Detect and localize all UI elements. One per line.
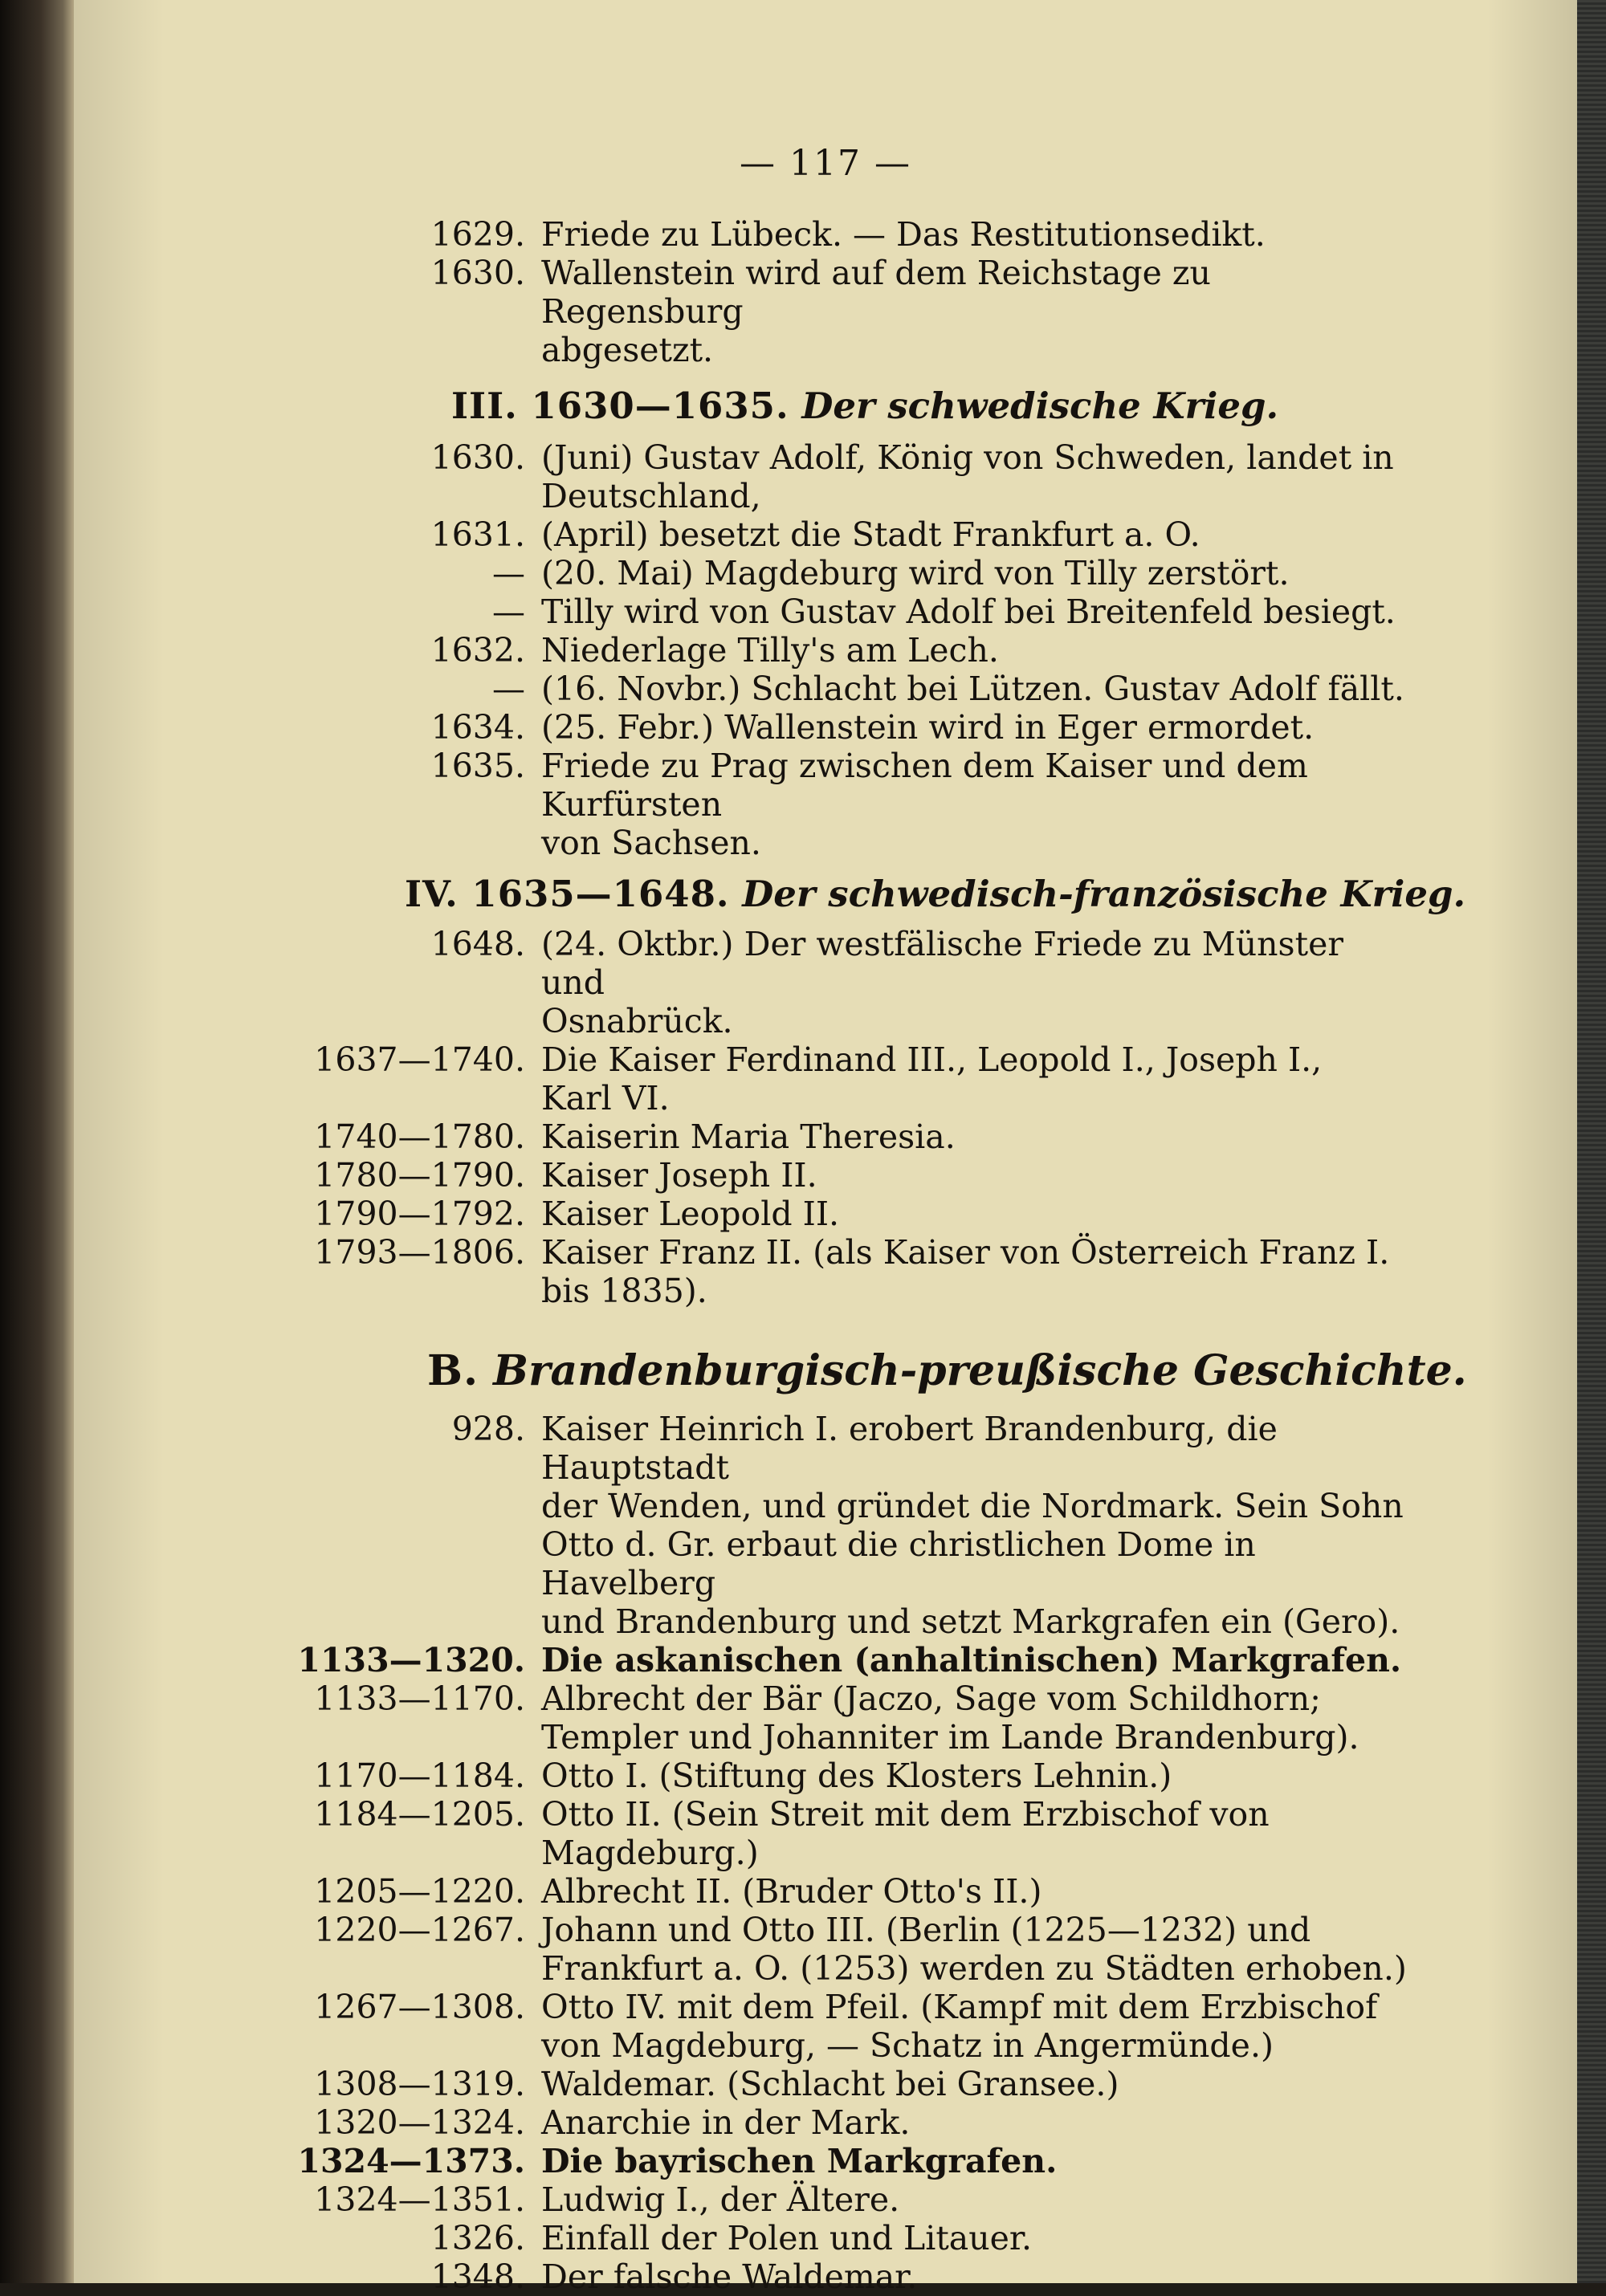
- entry-text: Kaiser Franz II. (als Kaiser von Österreich Franz I. bis 1835).: [541, 1233, 1390, 1310]
- entry-date: 1133—1170.: [314, 1679, 525, 1718]
- entry-text: Einfall der Polen und Litauer.: [541, 2219, 1033, 2257]
- chronology-entry: [218, 1757, 1407, 1795]
- chronology-entry: [218, 708, 1407, 747]
- entry-text: Friede zu Prag zwischen dem Kaiser und dem Kurfürsten von Sachsen.: [541, 747, 1308, 862]
- chronology-entry: [218, 515, 1407, 554]
- entry-text: Niederlage Tilly's am Lech.: [541, 631, 999, 670]
- entry-text: (April) besetzt die Stadt Frankfurt a. O.: [541, 515, 1200, 554]
- entry-date: 1629.: [430, 215, 525, 254]
- entry-text: Albrecht der Bär (Jaczo, Sage vom Schildhorn; Templer und Johanniter im Lande Brandenburg).: [541, 1679, 1359, 1757]
- entry-date: 1133—1320.: [297, 1641, 525, 1679]
- entry-date: 1790—1792.: [314, 1195, 525, 1233]
- chronology-entry: [218, 1156, 1407, 1195]
- entry-date: —: [492, 592, 525, 631]
- entry-text: Die bayrischen Markgrafen.: [541, 2142, 1058, 2180]
- entries-section-iv: [218, 925, 1407, 1310]
- entry-date: 1267—1308.: [314, 1988, 525, 2026]
- chronology-entry: [218, 670, 1407, 708]
- chronology-entry: [218, 2142, 1407, 2180]
- entry-date: 1648.: [430, 925, 525, 963]
- entry-text: Ludwig I., der Ältere.: [541, 2180, 900, 2219]
- entry-text: Kaiser Joseph II.: [541, 1156, 817, 1195]
- entry-date: 1637—1740.: [314, 1040, 525, 1079]
- chronology-entry: [218, 1040, 1407, 1117]
- entry-text: Wallenstein wird auf dem Reichstage zu Regensburg abgesetzt.: [541, 254, 1211, 369]
- section-heading-iv: [405, 873, 1466, 915]
- chronology-entry: [218, 2219, 1407, 2257]
- entry-text: Waldemar. (Schlacht bei Gransee.): [541, 2065, 1119, 2103]
- entry-text: Johann und Otto III. (Berlin (1225—1232) und Frankfurt a. O. (1253) werden zu Städten erhoben.): [541, 1911, 1407, 1988]
- chronology-entry: [218, 438, 1407, 515]
- entry-date: 1308—1319.: [314, 2065, 525, 2103]
- entry-date: 1320—1324.: [314, 2103, 525, 2142]
- page-number: — 117 —: [740, 143, 911, 184]
- entry-date: —: [492, 670, 525, 708]
- book-cover-edge: [1577, 0, 1606, 2283]
- entry-text: Otto I. (Stiftung des Klosters Lehnin.): [541, 1757, 1172, 1795]
- entry-text: Die askanischen (anhaltinischen) Markgrafen.: [541, 1641, 1402, 1679]
- entries-section-b: [218, 1410, 1407, 2296]
- entry-text: Kaiser Heinrich I. erobert Brandenburg, die Hauptstadt der Wenden, und gründet die Nordmark. Sein Sohn Otto d. Gr. erbaut die christlichen Dome in Havelberg und Brandenburg und setzt Markgrafen ein (Gero).: [541, 1410, 1404, 1641]
- section-heading-title: Brandenburgisch-preußische Geschichte.: [493, 1346, 1467, 1395]
- entry-text: (16. Novbr.) Schlacht bei Lützen. Gustav Adolf fällt.: [541, 670, 1404, 708]
- entry-date: 1740—1780.: [314, 1117, 525, 1156]
- chronology-entry: [218, 2103, 1407, 2142]
- entry-text: Friede zu Lübeck. — Das Restitutionsedikt.: [541, 215, 1266, 254]
- page-content: [218, 215, 1467, 2296]
- entry-text: Die Kaiser Ferdinand III., Leopold I., Joseph I., Karl VI.: [541, 1040, 1323, 1117]
- entry-date: 928.: [451, 1410, 525, 1448]
- entry-date: 1170—1184.: [314, 1757, 525, 1795]
- chronology-entry: [218, 554, 1407, 592]
- chronology-entry: [218, 1872, 1407, 1911]
- chronology-entry: [218, 1679, 1407, 1757]
- entry-date: 1205—1220.: [314, 1872, 525, 1911]
- chronology-entry: [218, 1641, 1407, 1679]
- entry-date: 1184—1205.: [314, 1795, 525, 1834]
- entry-text: (24. Oktbr.) Der westfälische Friede zu Münster und Osnabrück.: [541, 925, 1343, 1040]
- entry-date: 1793—1806.: [314, 1233, 525, 1272]
- entry-date: 1326.: [430, 2219, 525, 2257]
- section-heading-title: Der schwedisch-französische Krieg.: [742, 873, 1466, 915]
- entry-text: (Juni) Gustav Adolf, König von Schweden, landet in Deutschland,: [541, 438, 1394, 515]
- section-heading-b: [427, 1346, 1467, 1395]
- book-page: [74, 0, 1577, 2296]
- entry-date: 1324—1351.: [314, 2180, 525, 2219]
- entry-date: 1631.: [430, 515, 525, 554]
- chronology-entry: [218, 2257, 1407, 2296]
- entry-text: Otto IV. mit dem Pfeil. (Kampf mit dem Erzbischof von Magdeburg, — Schatz in Angermünde.): [541, 1988, 1378, 2065]
- chronology-entry: [218, 747, 1407, 862]
- chronology-entry: [218, 1233, 1407, 1310]
- entry-text: Otto II. (Sein Streit mit dem Erzbischof von Magdeburg.): [541, 1795, 1270, 1872]
- entry-date: 1634.: [430, 708, 525, 747]
- section-heading-number: IV. 1635—1648.: [405, 873, 730, 915]
- entry-date: 1630.: [430, 254, 525, 292]
- chronology-entry: [218, 1988, 1407, 2065]
- chronology-entry: [218, 2180, 1407, 2219]
- entry-date: 1630.: [430, 438, 525, 477]
- chronology-entry: [218, 215, 1407, 254]
- entry-date: 1632.: [430, 631, 525, 670]
- entry-text: Kaiserin Maria Theresia.: [541, 1117, 956, 1156]
- chronology-entry: [218, 1911, 1407, 1988]
- entry-date: 1780—1790.: [314, 1156, 525, 1195]
- chronology-entry: [218, 1795, 1407, 1872]
- entries-section-iii: [218, 438, 1407, 862]
- chronology-entry: [218, 2065, 1407, 2103]
- entry-text: Albrecht II. (Bruder Otto's II.): [541, 1872, 1042, 1911]
- entry-text: Tilly wird von Gustav Adolf bei Breitenfeld besiegt.: [541, 592, 1396, 631]
- entry-date: 1324—1373.: [297, 2142, 525, 2180]
- section-heading-number: B.: [427, 1346, 479, 1395]
- chronology-entry: [218, 1410, 1407, 1641]
- entry-date: 1348.: [430, 2257, 525, 2296]
- chronology-entry: [218, 1117, 1407, 1156]
- section-heading-title: Der schwedische Krieg.: [801, 385, 1279, 427]
- entry-text: (20. Mai) Magdeburg wird von Tilly zerstört.: [541, 554, 1290, 592]
- entry-text: (25. Febr.) Wallenstein wird in Eger ermordet.: [541, 708, 1315, 747]
- entry-text: Anarchie in der Mark.: [541, 2103, 911, 2142]
- entries-top: [218, 215, 1407, 369]
- section-heading-number: III. 1630—1635.: [451, 385, 789, 427]
- entry-date: 1635.: [430, 747, 525, 785]
- entry-date: —: [492, 554, 525, 592]
- entry-text: Der falsche Waldemar.: [541, 2257, 918, 2296]
- entry-date: 1220—1267.: [314, 1911, 525, 1949]
- chronology-entry: [218, 254, 1407, 369]
- entry-text: Kaiser Leopold II.: [541, 1195, 840, 1233]
- chronology-entry: [218, 925, 1407, 1040]
- chronology-entry: [218, 592, 1407, 631]
- chronology-entry: [218, 1195, 1407, 1233]
- section-heading-iii: [451, 385, 1407, 427]
- book-binding: [0, 0, 74, 2283]
- chronology-entry: [218, 631, 1407, 670]
